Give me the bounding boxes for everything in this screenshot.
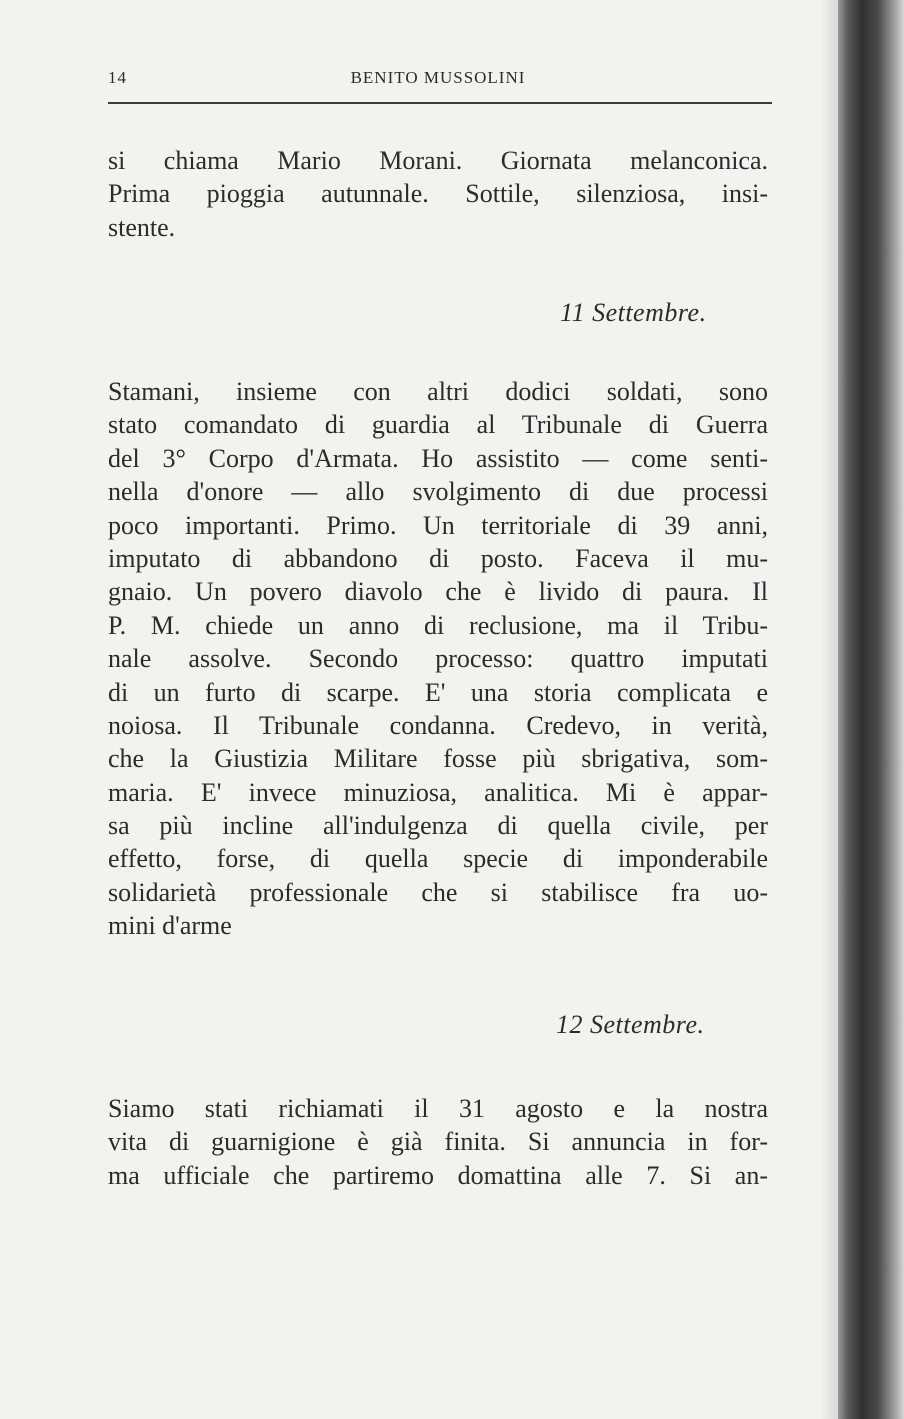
diary-date-heading: 11 Settembre. <box>560 298 707 327</box>
text-line: Siamo stati richiamati il 31 agosto e la nostra <box>108 1094 768 1123</box>
text-line: Stamani, insieme con altri dodici soldati, sono <box>108 377 768 406</box>
text-line: maria. E' invece minuziosa, analitica. Mi è appar- <box>108 777 768 807</box>
book-spine-shadow <box>838 0 904 1419</box>
diary-entry-paragraph <box>108 1092 768 1192</box>
text-line: si chiama Mario Morani. Giornata melanconica. <box>108 146 768 175</box>
text-line: P. M. chiede un anno di reclusione, ma il Tribu- <box>108 610 768 640</box>
text-line: sa più incline all'indulgenza di quella civile, per <box>108 811 768 841</box>
page-number: 14 <box>108 68 127 87</box>
diary-date-heading: 12 Settembre. <box>556 1010 705 1039</box>
text-line: poco importanti. Primo. Un territoriale di 39 anni, <box>108 510 768 540</box>
text-line: di un furto di scarpe. E' una storia complicata e <box>108 677 768 707</box>
text-line: ma ufficiale che partiremo domattina alle 7. Si an- <box>108 1160 768 1190</box>
text-line: vita di guarnigione è già finita. Si annuncia in for- <box>108 1127 768 1157</box>
text-line: imputato di abbandono di posto. Faceva il mu- <box>108 543 768 573</box>
text-line: effetto, forse, di quella specie di imponderabile <box>108 844 768 874</box>
text-line: gnaio. Un povero diavolo che è livido di paura. Il <box>108 577 768 607</box>
diary-entry-paragraph <box>108 375 768 943</box>
paragraph-continuation <box>108 144 768 244</box>
running-head-author: BENITO MUSSOLINI <box>350 68 526 87</box>
text-line: solidarietà professionale che si stabilisce fra uo- <box>108 877 768 907</box>
text-line: stente. <box>108 212 176 242</box>
page-gutter-shadow <box>820 0 838 1419</box>
text-line: che la Giustizia Militare fosse più sbrigativa, som- <box>108 744 768 774</box>
text-line: mini d'arme <box>108 911 232 941</box>
header-rule <box>108 102 772 104</box>
text-line: del 3° Corpo d'Armata. Ho assistito — come senti- <box>108 443 768 473</box>
text-line: nale assolve. Secondo processo: quattro imputati <box>108 644 768 674</box>
text-line: noiosa. Il Tribunale condanna. Credevo, in verità, <box>108 710 768 740</box>
text-line: stato comandato di guardia al Tribunale di Guerra <box>108 410 768 440</box>
text-line: Prima pioggia autunnale. Sottile, silenziosa, insi- <box>108 179 768 209</box>
text-line: nella d'onore — allo svolgimento di due processi <box>108 477 768 507</box>
running-head <box>108 68 768 94</box>
